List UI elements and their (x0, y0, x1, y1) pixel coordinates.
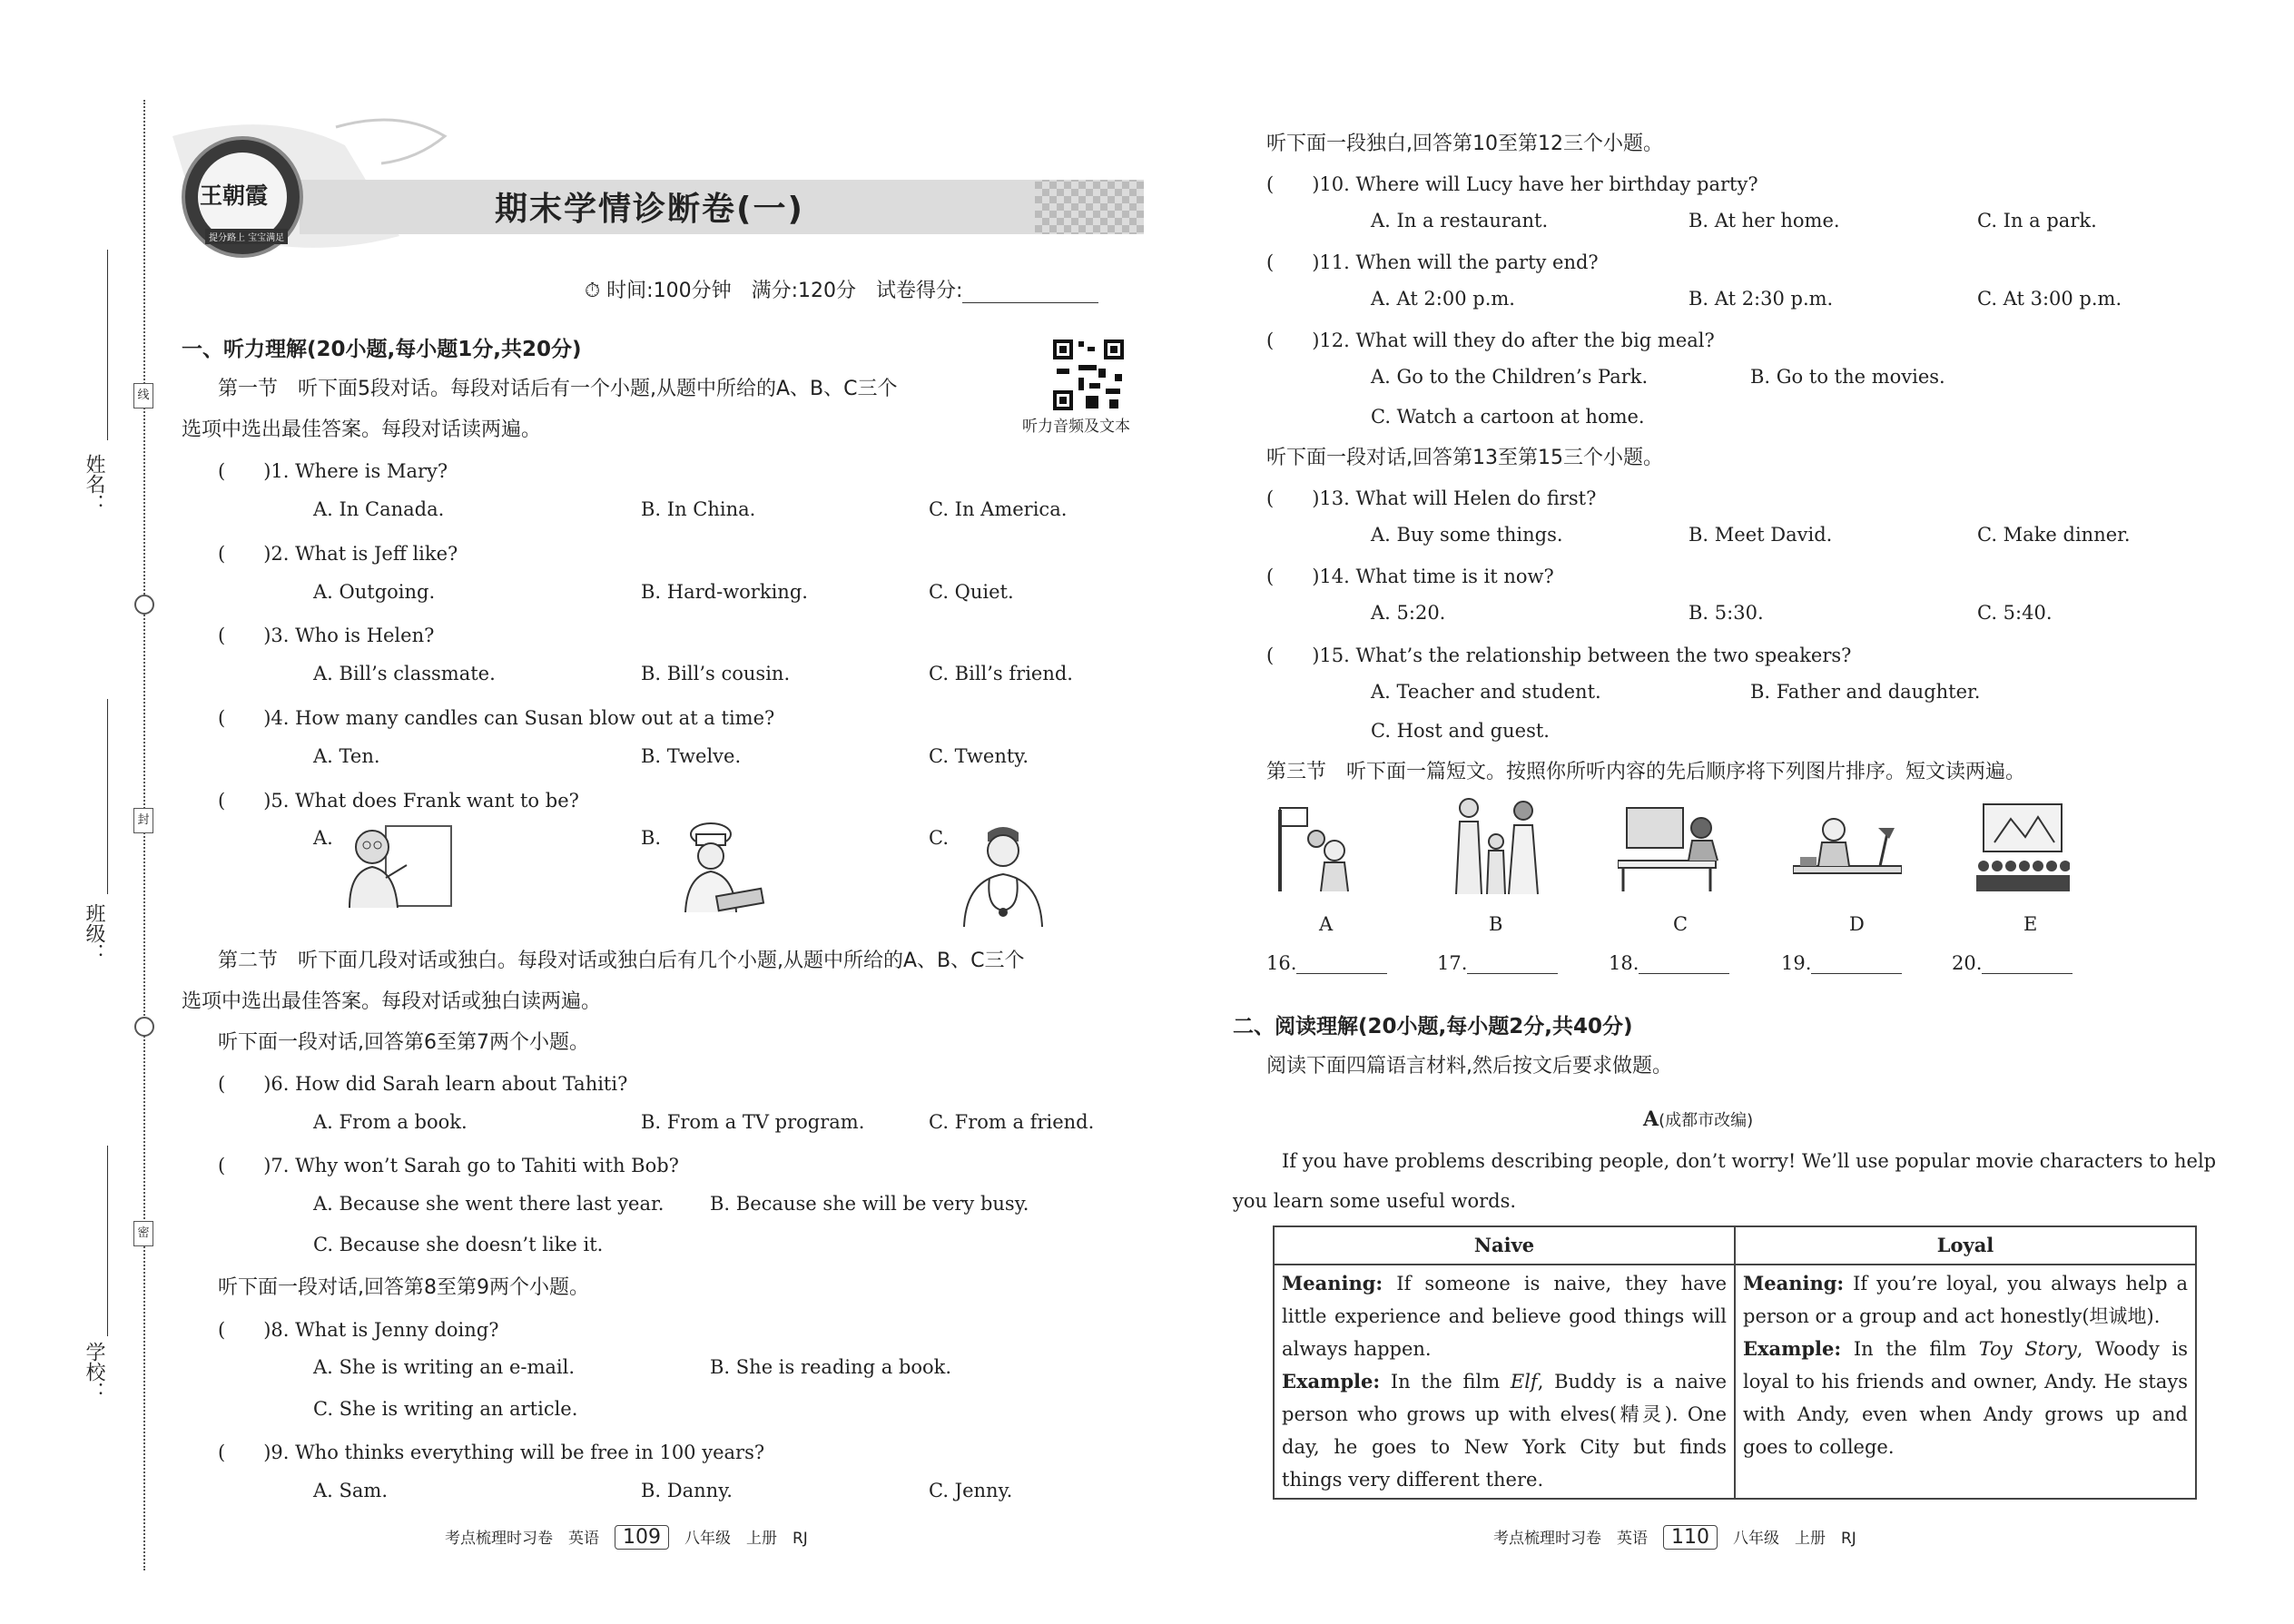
option-c[interactable]: C. Twenty. (929, 745, 1029, 767)
option-b[interactable]: B. Go to the movies. (1750, 366, 1945, 388)
binding-hole (134, 1017, 154, 1037)
page-footer-right: 考点梳理时习卷 英语 110 八年级 上册 RJ (1493, 1526, 1856, 1549)
name-label: 姓名： (83, 454, 105, 514)
picture-label: E (2023, 913, 2038, 935)
score-field[interactable] (962, 302, 1098, 303)
question-1: ( )1. Where is Mary? (218, 460, 448, 482)
option-b[interactable]: B. At 2:30 p.m. (1689, 288, 1834, 310)
option-c[interactable]: C. Watch a cartoon at home. (1371, 406, 1645, 428)
question-2: ( )2. What is Jeff like? (218, 543, 458, 565)
logo-motto: 提分路上 宝宝满足 (205, 229, 288, 244)
passage-title: A(成都市改编) (1643, 1107, 1754, 1131)
option-b[interactable]: B. Meet David. (1689, 524, 1833, 546)
section1-instruction: 第一节 听下面5段对话。每段对话后有一个小题,从题中所给的A、B、C三个 (218, 378, 898, 400)
option-c[interactable]: C. Bill’s friend. (929, 663, 1073, 684)
section2-instruction: 第二节 听下面几段对话或独白。每段对话或独白后有几个小题,从题中所给的A、B、C三个 (218, 950, 1025, 972)
question-12: ( )12. What will they do after the big meal? (1266, 330, 1715, 351)
part1-heading: 一、听力理解(20小题,每小题1分,共20分) (182, 338, 582, 361)
question-8: ( )8. What is Jenny doing? (218, 1319, 499, 1341)
option-b[interactable]: B. From a TV program. (641, 1111, 865, 1133)
question-4: ( )4. How many candles can Susan blow out at a time? (218, 707, 775, 729)
option-b[interactable]: B. Hard-working. (641, 581, 808, 603)
qr-code-icon[interactable] (1051, 338, 1126, 412)
movie-theater-picture (1974, 801, 2070, 896)
class-field[interactable] (107, 699, 108, 894)
page-number: 109 (615, 1525, 669, 1550)
loyal-header: Loyal (1735, 1226, 2196, 1265)
picture-label: C (1673, 913, 1689, 935)
option-c[interactable]: C. Host and guest. (1371, 720, 1550, 742)
basketball-picture (1266, 801, 1366, 896)
option-a[interactable]: A. Sam. (313, 1480, 389, 1501)
question-9: ( )9. Who thinks everything will be free in 100 years? (218, 1442, 765, 1463)
option-c[interactable]: C. At 3:00 p.m. (1977, 288, 2122, 310)
option-a[interactable]: A. At 2:00 p.m. (1371, 288, 1515, 310)
exam-meta: ⏱ 时间:100分钟 满分:120分 试卷得分: (585, 275, 1098, 303)
option-b[interactable]: B. Danny. (641, 1480, 733, 1501)
option-c[interactable]: C. 5:40. (1977, 602, 2053, 624)
answer-blank-19[interactable]: 19. (1781, 952, 1902, 974)
option-a[interactable]: A. Buy some things. (1371, 524, 1563, 546)
page-footer-left: 考点梳理时习卷 英语 109 八年级 上册 RJ (445, 1526, 808, 1549)
option-b[interactable]: B. At her home. (1689, 210, 1840, 231)
option-c[interactable]: C. Quiet. (929, 581, 1014, 603)
option-a[interactable]: A. In a restaurant. (1371, 210, 1549, 231)
section1-instruction: 选项中选出最佳答案。每段对话读两遍。 (182, 418, 542, 441)
computer-picture (1618, 801, 1736, 896)
answer-blank-17[interactable]: 17. (1437, 952, 1558, 974)
option-c[interactable]: C. In a park. (1977, 210, 2097, 231)
passage-paragraph: If you have problems describing people, don’t worry! We’ll use popular movie characters to help (1282, 1150, 2217, 1172)
option-a[interactable]: A. Teacher and student. (1371, 681, 1601, 703)
dialogue-intro: 听下面一段对话,回答第6至第7两个小题。 (218, 1031, 589, 1054)
question-5: ( )5. What does Frank want to be? (218, 790, 579, 812)
family-picture (1443, 794, 1548, 899)
qr-caption: 听力音频及文本 (1022, 418, 1130, 436)
naive-header: Naive (1274, 1226, 1735, 1265)
part2-heading: 二、阅读理解(20小题,每小题2分,共40分) (1233, 1015, 1633, 1038)
question-13: ( )13. What will Helen do first? (1266, 487, 1597, 509)
picture-label: D (1849, 913, 1865, 935)
option-a[interactable]: A. From a book. (313, 1111, 468, 1133)
vocabulary-table (1273, 1225, 2197, 1500)
naive-cell: Meaning: If someone is naive, they have little experience and believe good things will always happen. Example: In the film Elf, Buddy is a naive person who grows up with elves(精灵). One day, he goes to New York City but finds things very different there. (1274, 1265, 1735, 1499)
question-15: ( )15. What’s the relationship between the two speakers? (1266, 645, 1852, 666)
passage-paragraph: you learn some useful words. (1233, 1190, 1517, 1212)
clock-icon: ⏱ (585, 280, 601, 302)
seal-mark: 封 (133, 808, 153, 833)
option-a[interactable]: A. She is writing an e-mail. (313, 1356, 576, 1378)
option-b[interactable]: B. Twelve. (641, 745, 742, 767)
answer-blank-18[interactable]: 18. (1609, 952, 1729, 974)
binding-hole (134, 595, 154, 615)
section2-instruction: 选项中选出最佳答案。每段对话或独白读两遍。 (182, 990, 602, 1013)
page-number: 110 (1663, 1525, 1718, 1550)
answer-blank-16[interactable]: 16. (1266, 952, 1387, 974)
doctor-illustration (953, 822, 1053, 929)
school-label: 学校： (83, 1342, 105, 1402)
option-a[interactable]: A. Go to the Children’s Park. (1371, 366, 1649, 388)
part2-intro: 阅读下面四篇语言材料,然后按文后要求做题。 (1266, 1055, 1672, 1078)
chef-illustration (667, 822, 772, 917)
picture-label: A (1319, 913, 1334, 935)
option-c[interactable]: C. From a friend. (929, 1111, 1095, 1133)
loyal-cell: Meaning: If you’re loyal, you always help a person or a group and act honestly(坦诚地). Example: In the film Toy Story, Woody is loyal to his friends and owner, Andy. He stays with Andy, even when Andy grows up and goes to college. (1735, 1265, 2196, 1499)
option-b[interactable]: B. Father and daughter. (1750, 681, 1981, 703)
seal-mark: 密 (133, 1221, 153, 1246)
option-a[interactable]: A. 5:20. (1371, 602, 1446, 624)
option-a[interactable]: A. Outgoing. (313, 581, 436, 603)
teacher-illustration (336, 822, 454, 912)
option-a[interactable]: A. Because she went there last year. (313, 1193, 665, 1215)
name-field[interactable] (107, 250, 108, 440)
question-10: ( )10. Where will Lucy have her birthday party? (1266, 173, 1758, 195)
option-c[interactable]: C. Because she doesn’t like it. (313, 1234, 604, 1255)
option-a[interactable]: A. Bill’s classmate. (313, 663, 496, 684)
option-c[interactable]: C. In America. (929, 498, 1068, 520)
logo-text: 王朝霞 (200, 182, 269, 209)
dialogue-intro: 听下面一段对话,回答第8至第9两个小题。 (218, 1276, 589, 1299)
question-7: ( )7. Why won’t Sarah go to Tahiti with Bob? (218, 1155, 679, 1176)
question-3: ( )3. Who is Helen? (218, 625, 435, 646)
option-b[interactable]: B. In China. (641, 498, 756, 520)
answer-blank-20[interactable]: 20. (1952, 952, 2072, 974)
question-11: ( )11. When will the party end? (1266, 251, 1599, 273)
option-c[interactable]: C. Make dinner. (1977, 524, 2131, 546)
picture-label: B (1489, 913, 1503, 935)
binding-line (143, 100, 145, 1570)
seal-mark: 线 (133, 383, 153, 408)
school-field[interactable] (107, 1146, 108, 1336)
question-14: ( )14. What time is it now? (1266, 566, 1554, 587)
class-label: 班级： (83, 903, 105, 963)
option-b[interactable]: B. (641, 827, 662, 849)
option-b[interactable]: B. She is reading a book. (710, 1356, 952, 1378)
option-a[interactable]: A. (313, 827, 333, 849)
option-b[interactable]: B. Bill’s cousin. (641, 663, 791, 684)
option-c[interactable]: C. (929, 827, 949, 849)
option-b[interactable]: B. Because she will be very busy. (710, 1193, 1029, 1215)
dialogue-intro: 听下面一段对话,回答第13至第15三个小题。 (1266, 447, 1663, 469)
option-b[interactable]: B. 5:30. (1689, 602, 1764, 624)
option-a[interactable]: A. In Canada. (313, 498, 445, 520)
page-title: 期末学情诊断卷(一) (495, 191, 804, 228)
option-c[interactable]: C. She is writing an article. (313, 1398, 578, 1420)
option-c[interactable]: C. Jenny. (929, 1480, 1013, 1501)
dialogue-intro: 听下面一段独白,回答第10至第12三个小题。 (1266, 133, 1663, 155)
study-picture (1793, 801, 1902, 896)
question-6: ( )6. How did Sarah learn about Tahiti? (218, 1073, 628, 1095)
section3-instruction: 第三节 听下面一篇短文。按照你所听内容的先后顺序将下列图片排序。短文读两遍。 (1266, 761, 2026, 783)
option-a[interactable]: A. Ten. (313, 745, 380, 767)
